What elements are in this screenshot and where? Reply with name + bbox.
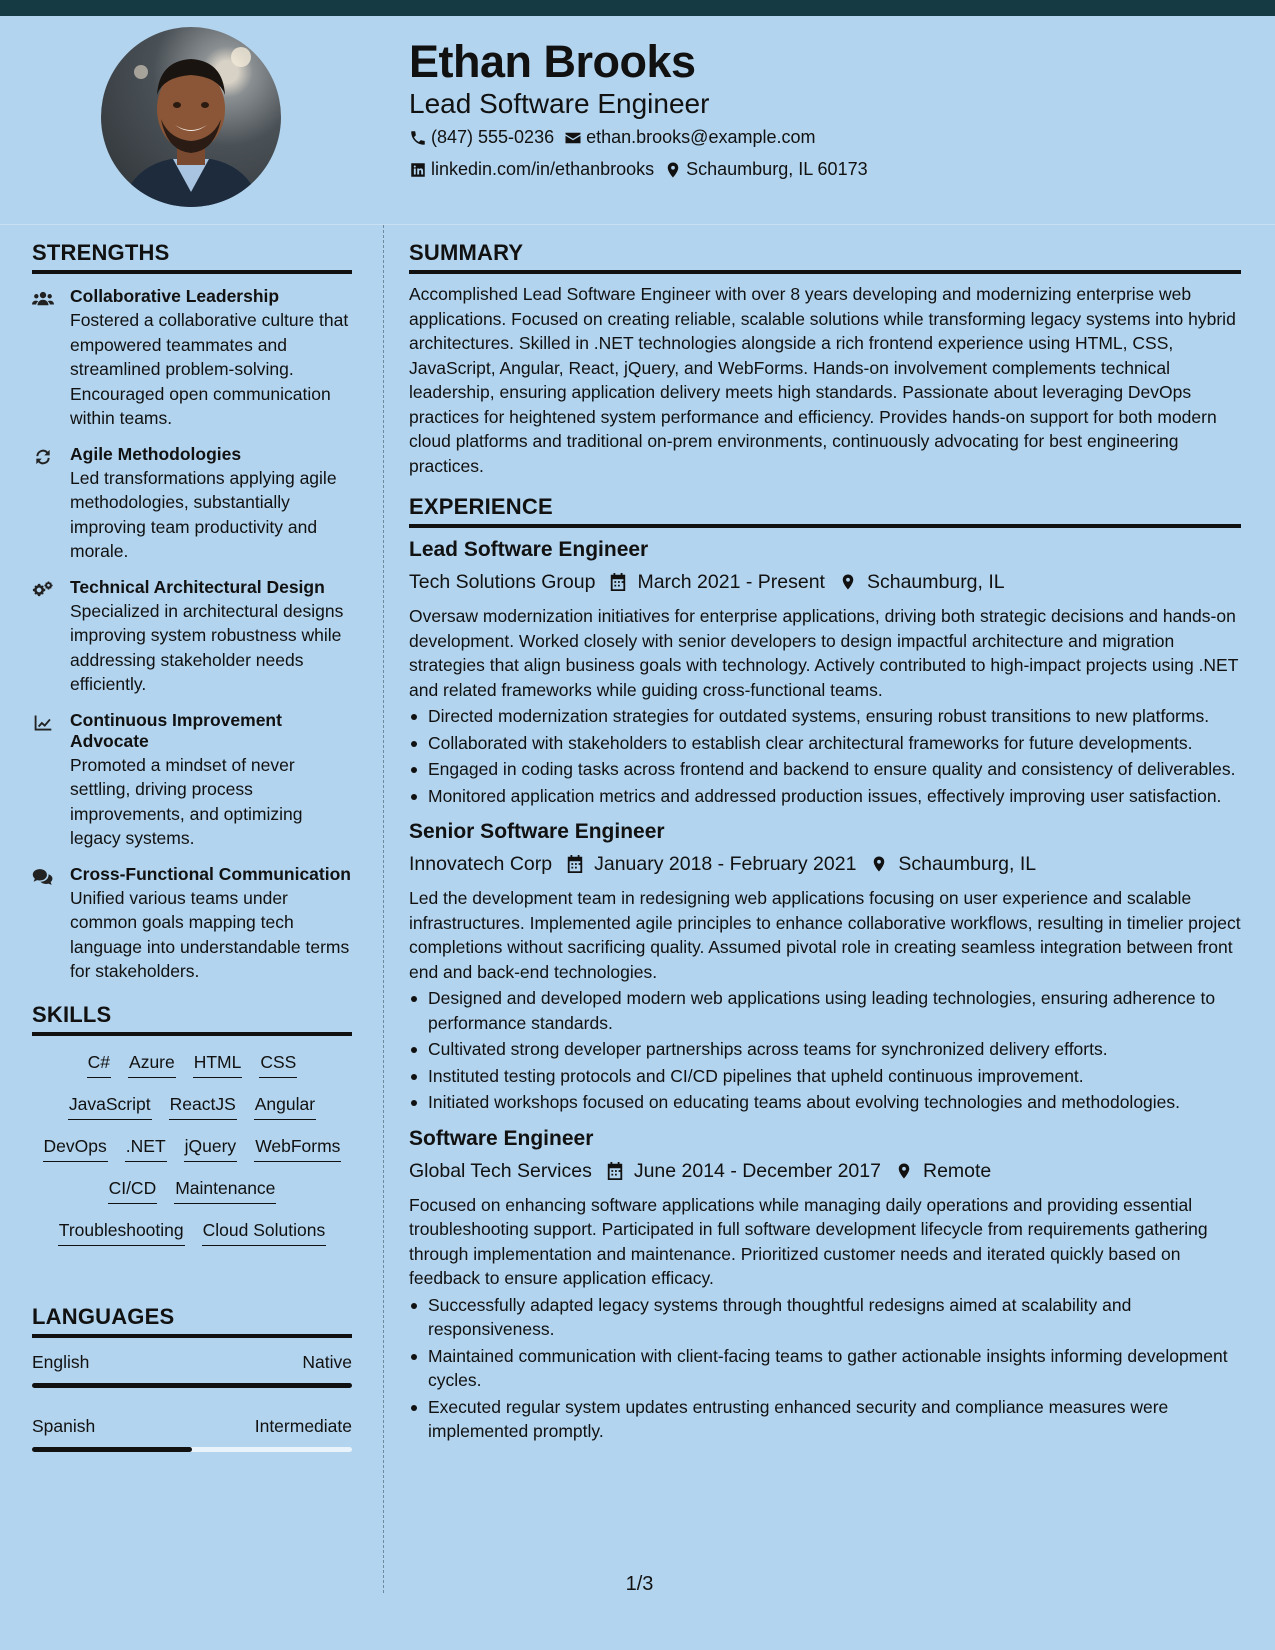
skill-tag: Cloud Solutions bbox=[202, 1218, 327, 1246]
strength-title: Continuous Improvement Advocate bbox=[70, 709, 282, 751]
language-proficiency-fill bbox=[32, 1383, 352, 1388]
skill-tag: JavaScript bbox=[68, 1092, 152, 1120]
strength-desc: Promoted a mindset of never settling, driving process improvements, and optimizing legacy systems. bbox=[70, 754, 303, 848]
map-pin-icon bbox=[895, 1161, 913, 1181]
strength-title: Cross-Functional Communication bbox=[70, 863, 351, 884]
calendar-icon bbox=[566, 854, 584, 874]
language-proficiency-bar bbox=[32, 1383, 352, 1388]
skill-tag: CSS bbox=[259, 1050, 297, 1078]
strengths-heading: STRENGTHS bbox=[32, 240, 352, 274]
experience-heading: EXPERIENCE bbox=[409, 494, 1241, 528]
skill-tag: WebForms bbox=[254, 1134, 341, 1162]
job-bullets bbox=[409, 1293, 1241, 1444]
job-dates: March 2021 - Present bbox=[637, 571, 825, 593]
strength-item bbox=[32, 710, 352, 851]
page-number: 1/3 bbox=[625, 1573, 654, 1595]
job-bullet: Maintained communication with client-facing teams to gather actionable insights informing development cycles. bbox=[409, 1344, 1241, 1393]
job-bullet: Cultivated strong developer partnerships across teams for synchronized delivery efforts. bbox=[409, 1037, 1241, 1062]
job-meta bbox=[409, 1159, 1241, 1183]
job-title: Software Engineer bbox=[409, 1126, 594, 1150]
job-entry bbox=[409, 1127, 1241, 1444]
job-bullet: Instituted testing protocols and CI/CD pipelines that upheld continuous improvement. bbox=[409, 1064, 1241, 1089]
job-location: Remote bbox=[922, 1159, 992, 1182]
skill-tag: Angular bbox=[254, 1092, 316, 1120]
candidate-title: Lead Software Engineer bbox=[409, 88, 710, 119]
job-company: Tech Solutions Group bbox=[409, 571, 596, 593]
phone-icon bbox=[409, 129, 427, 147]
job-title: Lead Software Engineer bbox=[409, 538, 649, 561]
job-meta bbox=[409, 570, 1241, 594]
sync-icon bbox=[32, 447, 54, 467]
linkedin-text[interactable]: linkedin.com/in/ethanbrooks bbox=[431, 159, 655, 179]
skill-tag: Azure bbox=[128, 1050, 176, 1078]
language-level: Native bbox=[302, 1351, 352, 1372]
strength-item bbox=[32, 864, 352, 984]
profile-photo bbox=[101, 27, 281, 207]
skills-list bbox=[32, 1036, 352, 1260]
job-bullet: Engaged in coding tasks across frontend and backend to ensure quality and consistency of deliverables. bbox=[409, 757, 1241, 782]
job-bullet: Executed regular system updates entrusting enhanced security and compliance measures were implemented promptly. bbox=[409, 1395, 1241, 1444]
chart-line-icon bbox=[32, 713, 54, 733]
strength-desc: Led transformations applying agile methodologies, substantially improving team productivity and morale. bbox=[70, 467, 337, 561]
language-name: Spanish bbox=[32, 1415, 96, 1436]
job-meta bbox=[409, 852, 1241, 876]
candidate-name: Ethan Brooks bbox=[409, 36, 696, 87]
map-pin-icon bbox=[664, 161, 682, 179]
language-name: English bbox=[32, 1351, 90, 1372]
job-location: Schaumburg, IL bbox=[866, 571, 1005, 593]
skill-tag: DevOps bbox=[43, 1134, 108, 1162]
language-row bbox=[32, 1416, 352, 1437]
job-description: Focused on enhancing software applications while managing daily operations and providing essential troubleshooting support. Participated in full software development lifecycle from requirements gathering through implementation and maintenance. Prioritized customer needs and iterated quickly based on feedback to ensure application efficacy. bbox=[409, 1194, 1208, 1288]
job-dates: January 2018 - February 2021 bbox=[594, 853, 857, 875]
strength-item bbox=[32, 444, 352, 564]
strength-title: Technical Architectural Design bbox=[70, 576, 325, 597]
skill-tag: C# bbox=[87, 1050, 111, 1078]
strength-title: Collaborative Leadership bbox=[70, 286, 280, 306]
job-entry bbox=[409, 538, 1241, 808]
skill-tag: Maintenance bbox=[174, 1176, 276, 1204]
map-pin-icon bbox=[839, 572, 857, 592]
job-dates: June 2014 - December 2017 bbox=[633, 1159, 881, 1182]
strengths-list bbox=[32, 286, 352, 984]
strength-desc: Unified various teams under common goals mapping tech language into understandable terms for stakeholders. bbox=[70, 887, 350, 981]
job-entry bbox=[409, 820, 1241, 1115]
phone-text: (847) 555-0236 bbox=[431, 127, 555, 147]
contact-location bbox=[664, 159, 867, 180]
calendar-icon bbox=[606, 1161, 624, 1181]
skills-heading: SKILLS bbox=[32, 1002, 352, 1036]
language-proficiency-bar bbox=[32, 1447, 352, 1452]
job-description: Led the development team in redesigning web applications focusing on user experience and scalable infrastructures. Implemented agile principles to enhance collaborative workflows, resulting in timelier project completions without sacrificing quality. Assumed pivotal role in creating seamless integration between front end and back-end technologies. bbox=[409, 888, 1241, 982]
strength-item bbox=[32, 286, 352, 431]
skill-tag: .NET bbox=[125, 1134, 167, 1162]
job-bullet: Successfully adapted legacy systems through thoughtful redesigns aimed at scalability and responsiveness. bbox=[409, 1293, 1241, 1342]
users-icon bbox=[32, 289, 54, 309]
language-level: Intermediate bbox=[254, 1415, 352, 1436]
job-bullet: Directed modernization strategies for outdated systems, ensuring robust transitions to new platforms. bbox=[409, 704, 1241, 729]
contact-phone bbox=[409, 127, 554, 148]
summary-heading: SUMMARY bbox=[409, 240, 1241, 274]
email-text[interactable]: ethan.brooks@example.com bbox=[586, 127, 816, 147]
contact-email[interactable] bbox=[564, 127, 815, 148]
skill-tag: CI/CD bbox=[108, 1176, 158, 1204]
job-bullets bbox=[409, 986, 1241, 1115]
contact-row-2 bbox=[409, 159, 868, 180]
job-company: Global Tech Services bbox=[409, 1159, 592, 1182]
linkedin-icon bbox=[409, 161, 427, 179]
cogs-icon bbox=[32, 580, 54, 600]
comments-icon bbox=[32, 867, 54, 887]
contact-row-1 bbox=[409, 127, 815, 148]
job-bullet: Monitored application metrics and addressed production issues, effectively improving user satisfaction. bbox=[409, 784, 1241, 809]
right-column bbox=[409, 240, 1241, 1446]
strength-desc: Specialized in architectural designs improving system robustness while addressing stakeholder needs efficiently. bbox=[70, 600, 344, 694]
job-title: Senior Software Engineer bbox=[409, 820, 665, 843]
calendar-icon bbox=[609, 572, 627, 592]
envelope-icon bbox=[564, 129, 582, 147]
left-column bbox=[32, 240, 352, 1480]
language-proficiency-fill bbox=[32, 1447, 192, 1452]
map-pin-icon bbox=[870, 854, 888, 874]
job-bullet: Collaborated with stakeholders to establish clear architectural frameworks for future developments. bbox=[409, 731, 1241, 756]
profile-photo-illustration bbox=[101, 27, 281, 207]
skill-tag: jQuery bbox=[184, 1134, 238, 1162]
summary-text: Accomplished Lead Software Engineer with over 8 years developing and modernizing enterprise web applications. Focused on creating reliable, scalable solutions while transforming legacy systems into hybrid architectures. Skilled in .NET technologies alongside a rich frontend experience using HTML, CSS, JavaScript, Angular, React, jQuery, and WebForms. Hands-on involvement complements technical leadership, ensuring application delivery meets high standards. Passionate about leveraging DevOps practices for heightened system performance and efficiency. Provides hands-on support for both modern cloud platforms and traditional on-prem environments, continuously advocating for best engineering practices. bbox=[409, 284, 1236, 476]
strength-title: Agile Methodologies bbox=[70, 443, 242, 464]
skill-tag: HTML bbox=[193, 1050, 243, 1078]
job-bullets bbox=[409, 704, 1241, 808]
location-text: Schaumburg, IL 60173 bbox=[686, 159, 868, 179]
column-divider bbox=[383, 225, 384, 1593]
top-accent-bar bbox=[0, 0, 1275, 16]
languages-list bbox=[32, 1352, 352, 1452]
skill-tag: ReactJS bbox=[169, 1092, 237, 1120]
languages-heading: LANGUAGES bbox=[32, 1304, 352, 1338]
job-description: Oversaw modernization initiatives for enterprise applications, driving both strategic decisions and hands-on development. Worked closely with senior developers to design impactful architecture and migration strategies that align business goals with technology. Actively contributed to high-impact projects using .NET and related frameworks while guiding cross-functional teams. bbox=[409, 606, 1239, 700]
job-bullet: Designed and developed modern web applications using leading technologies, ensuring adherence to performance standards. bbox=[409, 986, 1241, 1035]
job-bullet: Initiated workshops focused on educating teams about evolving technologies and methodologies. bbox=[409, 1090, 1241, 1115]
header-divider bbox=[0, 224, 1275, 225]
language-row bbox=[32, 1352, 352, 1373]
strength-desc: Fostered a collaborative culture that empowered teammates and streamlined problem-solving. Encouraged open communication within teams. bbox=[70, 310, 349, 428]
contact-linkedin[interactable] bbox=[409, 159, 654, 180]
job-location: Schaumburg, IL bbox=[898, 853, 1037, 875]
strength-item bbox=[32, 577, 352, 697]
skill-tag: Troubleshooting bbox=[58, 1218, 185, 1246]
job-company: Innovatech Corp bbox=[409, 853, 553, 875]
